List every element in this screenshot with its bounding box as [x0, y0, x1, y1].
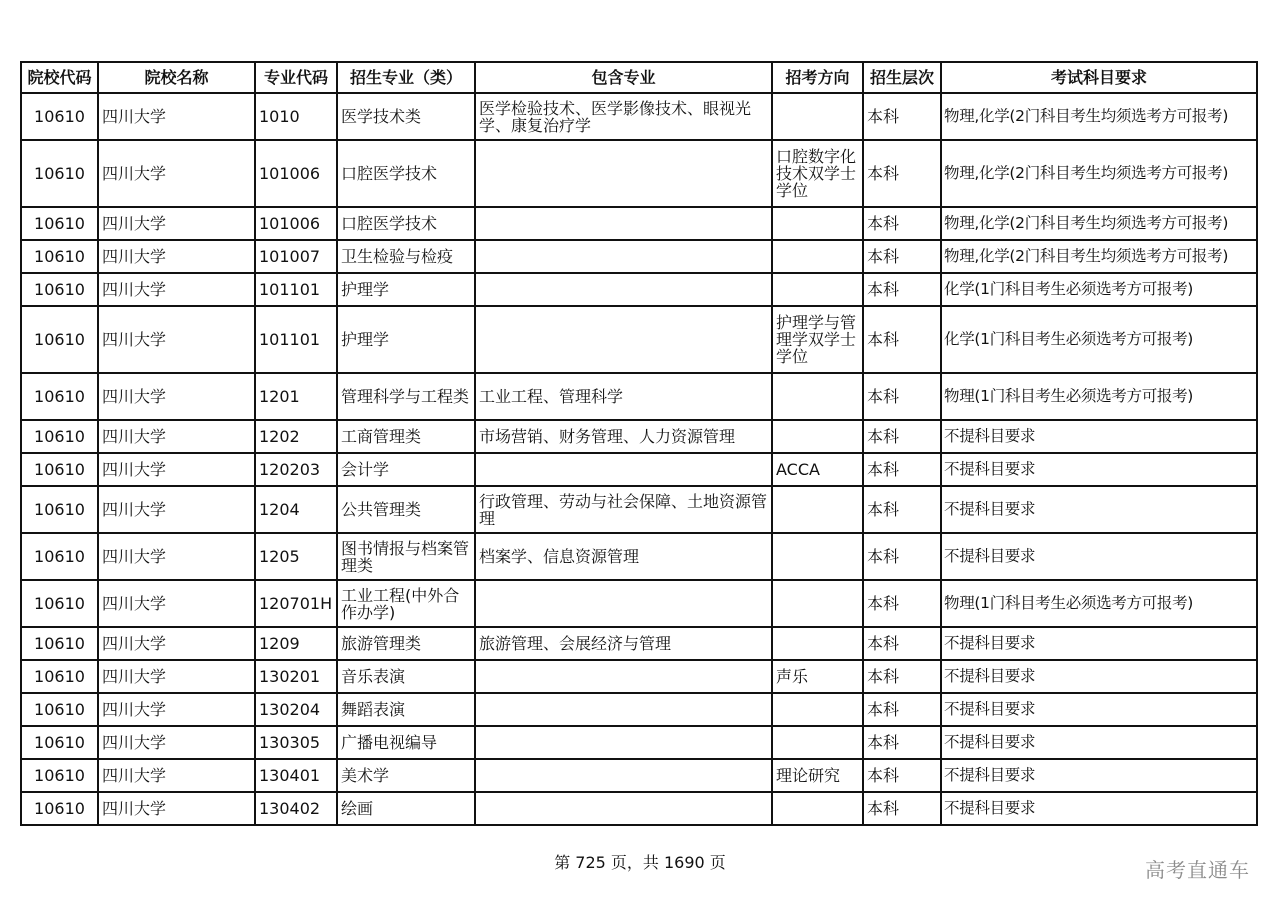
cell-requirement: 不提科目要求 — [941, 660, 1257, 693]
cell-included: 工业工程、管理科学 — [475, 373, 772, 420]
header-requirement: 考试科目要求 — [941, 62, 1257, 93]
table-row — [21, 627, 1257, 660]
cell-school-name: 四川大学 — [98, 207, 255, 240]
cell-direction: 声乐 — [772, 660, 863, 693]
cell-major-code: 120203 — [255, 453, 337, 486]
table-row — [21, 693, 1257, 726]
cell-major-code: 101006 — [255, 207, 337, 240]
cell-school-code: 10610 — [21, 273, 98, 306]
cell-school-name: 四川大学 — [98, 453, 255, 486]
cell-school-name: 四川大学 — [98, 486, 255, 533]
cell-included — [475, 207, 772, 240]
cell-level: 本科 — [863, 759, 941, 792]
cell-major: 公共管理类 — [337, 486, 475, 533]
cell-major-code: 101101 — [255, 273, 337, 306]
table-row — [21, 726, 1257, 759]
cell-major-code: 130305 — [255, 726, 337, 759]
cell-school-code: 10610 — [21, 306, 98, 373]
cell-school-code: 10610 — [21, 580, 98, 627]
cell-school-name: 四川大学 — [98, 660, 255, 693]
cell-direction: ACCA — [772, 453, 863, 486]
cell-major: 绘画 — [337, 792, 475, 825]
table-row — [21, 759, 1257, 792]
admissions-table — [20, 61, 1258, 826]
cell-level: 本科 — [863, 373, 941, 420]
cell-school-code: 10610 — [21, 533, 98, 580]
cell-school-code: 10610 — [21, 207, 98, 240]
cell-direction: 理论研究 — [772, 759, 863, 792]
cell-level: 本科 — [863, 660, 941, 693]
cell-major-code: 130204 — [255, 693, 337, 726]
cell-school-name: 四川大学 — [98, 273, 255, 306]
cell-school-code: 10610 — [21, 140, 98, 207]
cell-school-name: 四川大学 — [98, 240, 255, 273]
cell-major-code: 130402 — [255, 792, 337, 825]
cell-direction — [772, 533, 863, 580]
header-direction: 招考方向 — [772, 62, 863, 93]
cell-major-code: 1204 — [255, 486, 337, 533]
cell-school-name: 四川大学 — [98, 580, 255, 627]
cell-major: 旅游管理类 — [337, 627, 475, 660]
cell-included — [475, 273, 772, 306]
cell-major: 卫生检验与检疫 — [337, 240, 475, 273]
cell-school-name: 四川大学 — [98, 693, 255, 726]
table-row — [21, 373, 1257, 420]
cell-requirement: 化学(1门科目考生必须选考方可报考) — [941, 273, 1257, 306]
cell-school-name: 四川大学 — [98, 306, 255, 373]
table-row — [21, 580, 1257, 627]
cell-major: 图书情报与档案管理类 — [337, 533, 475, 580]
cell-requirement: 物理(1门科目考生必须选考方可报考) — [941, 580, 1257, 627]
cell-major: 会计学 — [337, 453, 475, 486]
cell-school-code: 10610 — [21, 420, 98, 453]
cell-level: 本科 — [863, 453, 941, 486]
cell-school-name: 四川大学 — [98, 373, 255, 420]
cell-school-code: 10610 — [21, 627, 98, 660]
cell-included: 市场营销、财务管理、人力资源管理 — [475, 420, 772, 453]
cell-school-name: 四川大学 — [98, 533, 255, 580]
cell-school-code: 10610 — [21, 693, 98, 726]
cell-requirement: 不提科目要求 — [941, 759, 1257, 792]
cell-direction — [772, 207, 863, 240]
cell-requirement: 物理,化学(2门科目考生均须选考方可报考) — [941, 140, 1257, 207]
table-row — [21, 420, 1257, 453]
cell-school-code: 10610 — [21, 373, 98, 420]
cell-level: 本科 — [863, 273, 941, 306]
cell-included — [475, 693, 772, 726]
cell-direction: 口腔数字化技术双学士学位 — [772, 140, 863, 207]
cell-level: 本科 — [863, 140, 941, 207]
cell-major-code: 130401 — [255, 759, 337, 792]
cell-requirement: 不提科目要求 — [941, 792, 1257, 825]
cell-requirement: 物理(1门科目考生必须选考方可报考) — [941, 373, 1257, 420]
cell-school-code: 10610 — [21, 453, 98, 486]
cell-major: 口腔医学技术 — [337, 140, 475, 207]
cell-direction — [772, 792, 863, 825]
cell-requirement: 物理,化学(2门科目考生均须选考方可报考) — [941, 93, 1257, 140]
cell-level: 本科 — [863, 486, 941, 533]
cell-included: 旅游管理、会展经济与管理 — [475, 627, 772, 660]
cell-level: 本科 — [863, 693, 941, 726]
cell-major: 广播电视编导 — [337, 726, 475, 759]
cell-direction — [772, 420, 863, 453]
cell-included: 医学检验技术、医学影像技术、眼视光学、康复治疗学 — [475, 93, 772, 140]
cell-major-code: 1201 — [255, 373, 337, 420]
cell-level: 本科 — [863, 306, 941, 373]
cell-requirement: 不提科目要求 — [941, 453, 1257, 486]
cell-major-code: 1202 — [255, 420, 337, 453]
cell-requirement: 不提科目要求 — [941, 486, 1257, 533]
cell-included — [475, 792, 772, 825]
cell-requirement: 物理,化学(2门科目考生均须选考方可报考) — [941, 207, 1257, 240]
cell-level: 本科 — [863, 240, 941, 273]
cell-major: 医学技术类 — [337, 93, 475, 140]
cell-requirement: 不提科目要求 — [941, 726, 1257, 759]
cell-direction — [772, 373, 863, 420]
cell-major: 工商管理类 — [337, 420, 475, 453]
cell-direction — [772, 580, 863, 627]
cell-school-code: 10610 — [21, 93, 98, 140]
cell-included: 档案学、信息资源管理 — [475, 533, 772, 580]
cell-school-name: 四川大学 — [98, 140, 255, 207]
cell-level: 本科 — [863, 792, 941, 825]
page-number: 第 725 页，共 1690 页 — [554, 853, 726, 872]
cell-level: 本科 — [863, 533, 941, 580]
header-row — [21, 62, 1257, 93]
header-school-name: 院校名称 — [98, 62, 255, 93]
table-row — [21, 306, 1257, 373]
table-row — [21, 240, 1257, 273]
cell-requirement: 不提科目要求 — [941, 627, 1257, 660]
cell-major: 护理学 — [337, 306, 475, 373]
table-row — [21, 533, 1257, 580]
cell-included — [475, 140, 772, 207]
cell-direction: 护理学与管理学双学士学位 — [772, 306, 863, 373]
cell-school-name: 四川大学 — [98, 759, 255, 792]
cell-school-code: 10610 — [21, 726, 98, 759]
header-included: 包含专业 — [475, 62, 772, 93]
cell-included — [475, 660, 772, 693]
cell-included — [475, 726, 772, 759]
cell-direction — [772, 486, 863, 533]
cell-school-code: 10610 — [21, 792, 98, 825]
cell-requirement: 化学(1门科目考生必须选考方可报考) — [941, 306, 1257, 373]
cell-major: 舞蹈表演 — [337, 693, 475, 726]
cell-included — [475, 580, 772, 627]
table-body — [21, 93, 1257, 825]
cell-level: 本科 — [863, 627, 941, 660]
cell-requirement: 物理,化学(2门科目考生均须选考方可报考) — [941, 240, 1257, 273]
cell-major-code: 1205 — [255, 533, 337, 580]
table-row — [21, 486, 1257, 533]
header-school-code: 院校代码 — [21, 62, 98, 93]
cell-level: 本科 — [863, 207, 941, 240]
table-row — [21, 660, 1257, 693]
cell-requirement: 不提科目要求 — [941, 420, 1257, 453]
cell-major-code: 101101 — [255, 306, 337, 373]
cell-school-name: 四川大学 — [98, 726, 255, 759]
cell-major: 护理学 — [337, 273, 475, 306]
cell-school-code: 10610 — [21, 759, 98, 792]
cell-direction — [772, 627, 863, 660]
cell-major-code: 101006 — [255, 140, 337, 207]
cell-included: 行政管理、劳动与社会保障、土地资源管理 — [475, 486, 772, 533]
watermark: 高考直通车 — [1145, 858, 1250, 882]
cell-school-name: 四川大学 — [98, 420, 255, 453]
cell-level: 本科 — [863, 420, 941, 453]
header-level: 招生层次 — [863, 62, 941, 93]
table-row — [21, 792, 1257, 825]
cell-direction — [772, 693, 863, 726]
cell-major: 管理科学与工程类 — [337, 373, 475, 420]
cell-major: 音乐表演 — [337, 660, 475, 693]
table-row — [21, 93, 1257, 140]
cell-level: 本科 — [863, 93, 941, 140]
cell-major-code: 101007 — [255, 240, 337, 273]
cell-included — [475, 759, 772, 792]
cell-direction — [772, 273, 863, 306]
cell-level: 本科 — [863, 580, 941, 627]
table-row — [21, 140, 1257, 207]
cell-major: 工业工程(中外合作办学) — [337, 580, 475, 627]
table-row — [21, 453, 1257, 486]
cell-school-code: 10610 — [21, 240, 98, 273]
cell-included — [475, 453, 772, 486]
cell-major-code: 130201 — [255, 660, 337, 693]
cell-school-code: 10610 — [21, 486, 98, 533]
cell-direction — [772, 93, 863, 140]
header-major: 招生专业（类） — [337, 62, 475, 93]
cell-school-name: 四川大学 — [98, 93, 255, 140]
cell-school-name: 四川大学 — [98, 792, 255, 825]
cell-major: 口腔医学技术 — [337, 207, 475, 240]
cell-school-name: 四川大学 — [98, 627, 255, 660]
cell-major-code: 1209 — [255, 627, 337, 660]
cell-requirement: 不提科目要求 — [941, 693, 1257, 726]
cell-major-code: 1010 — [255, 93, 337, 140]
cell-direction — [772, 726, 863, 759]
cell-requirement: 不提科目要求 — [941, 533, 1257, 580]
table-row — [21, 207, 1257, 240]
cell-included — [475, 306, 772, 373]
cell-level: 本科 — [863, 726, 941, 759]
cell-included — [475, 240, 772, 273]
header-major-code: 专业代码 — [255, 62, 337, 93]
cell-major-code: 120701H — [255, 580, 337, 627]
table-row — [21, 273, 1257, 306]
cell-direction — [772, 240, 863, 273]
cell-school-code: 10610 — [21, 660, 98, 693]
cell-major: 美术学 — [337, 759, 475, 792]
